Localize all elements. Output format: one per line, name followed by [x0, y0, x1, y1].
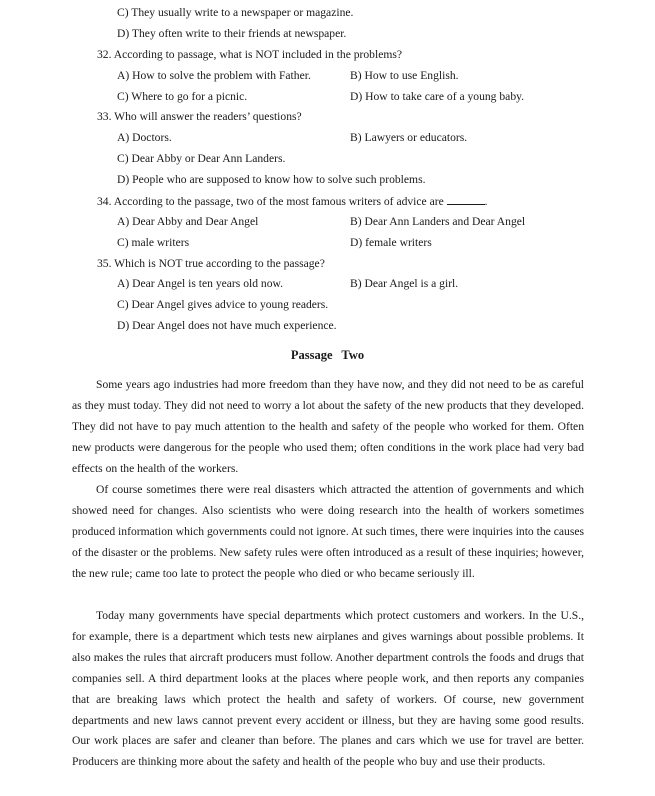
q33-question: 33. Who will answer the readers’ questions? — [97, 110, 302, 123]
q31-option-c: C) They usually write to a newspaper or magazine. — [117, 6, 354, 19]
q33-option-d: D) People who are supposed to know how to solve such problems. — [117, 173, 426, 186]
q32-option-b: B) How to use English. — [350, 69, 459, 82]
q31-option-d: D) They often write to their friends at newspaper. — [117, 27, 347, 40]
q35-option-d: D) Dear Angel does not have much experience. — [117, 319, 337, 332]
q34-option-b: B) Dear Ann Landers and Dear Angel — [350, 215, 526, 228]
q33-option-c: C) Dear Abby or Dear Ann Landers. — [117, 152, 286, 165]
q32-question: 32. According to passage, what is NOT included in the problems? — [97, 48, 403, 61]
passage-paragraph-3: Today many governments have special departments which protect customers and workers. In the U.S., for example, there is a department which tests new airplanes and gives warnings about possible problems. It also makes the rules that aircraft producers must follow. Another department controls the foods and drugs that companies sell. A third department looks at the places where people work, and then reports any companies that are breaking laws which protect the health and safety of workers. Of course, new government departments and new laws cannot prevent every accident or illness, but they are having some good results. Our work places are safer and cleaner than before. The planes and cars which we use for travel are better. Producers are thinking more about the safety and health of the people who buy and use their products. — [72, 609, 584, 769]
q34-question-text: 34. According to the passage, two of the most famous writers of advice are — [97, 195, 444, 208]
q32-option-d: D) How to take care of a young baby. — [350, 90, 525, 103]
q34-option-c: C) male writers — [117, 236, 190, 249]
q35-option-b: B) Dear Angel is a girl. — [350, 277, 459, 290]
q35-question: 35. Which is NOT true according to the passage? — [97, 257, 325, 270]
q33-option-b: B) Lawyers or educators. — [350, 131, 468, 144]
passage-paragraph-1: Some years ago industries had more freedom than they have now, and they did not need to be as careful as they must today. They did not need to worry a lot about the safety of the new products that they developed. They did not have to pay much attention to the health and safety of the people who worked for them. Often new products were dangerous for the people who used them; often conditions in the work place had very bad effects on the health of the workers. — [72, 378, 584, 475]
q34-question — [97, 194, 488, 209]
q35-option-a: A) Dear Angel is ten years old now. — [117, 277, 284, 290]
q33-option-a: A) Doctors. — [117, 131, 172, 144]
q34-question-end: . — [484, 195, 488, 208]
answer-blank — [447, 194, 485, 205]
q34-option-a: A) Dear Abby and Dear Angel — [117, 215, 259, 228]
q35-option-c: C) Dear Angel gives advice to young readers. — [117, 298, 329, 311]
q32-option-c: C) Where to go for a picnic. — [117, 90, 248, 103]
passage-title: Passage Two — [290, 348, 365, 362]
q32-option-a: A) How to solve the problem with Father. — [117, 69, 311, 82]
q34-option-d: D) female writers — [350, 236, 432, 249]
passage-paragraph-2: Of course sometimes there were real disasters which attracted the attention of governments and which showed need for changes. Also scientists who were doing research into the health of workers sometimes produced information which governments could not ignore. At such times, there were inquiries into the causes of the disaster or the problems. New safety rules were often introduced as a result of these inquiries; however, the new rule; came too late to protect the people who died or who became seriously ill. — [72, 483, 584, 580]
